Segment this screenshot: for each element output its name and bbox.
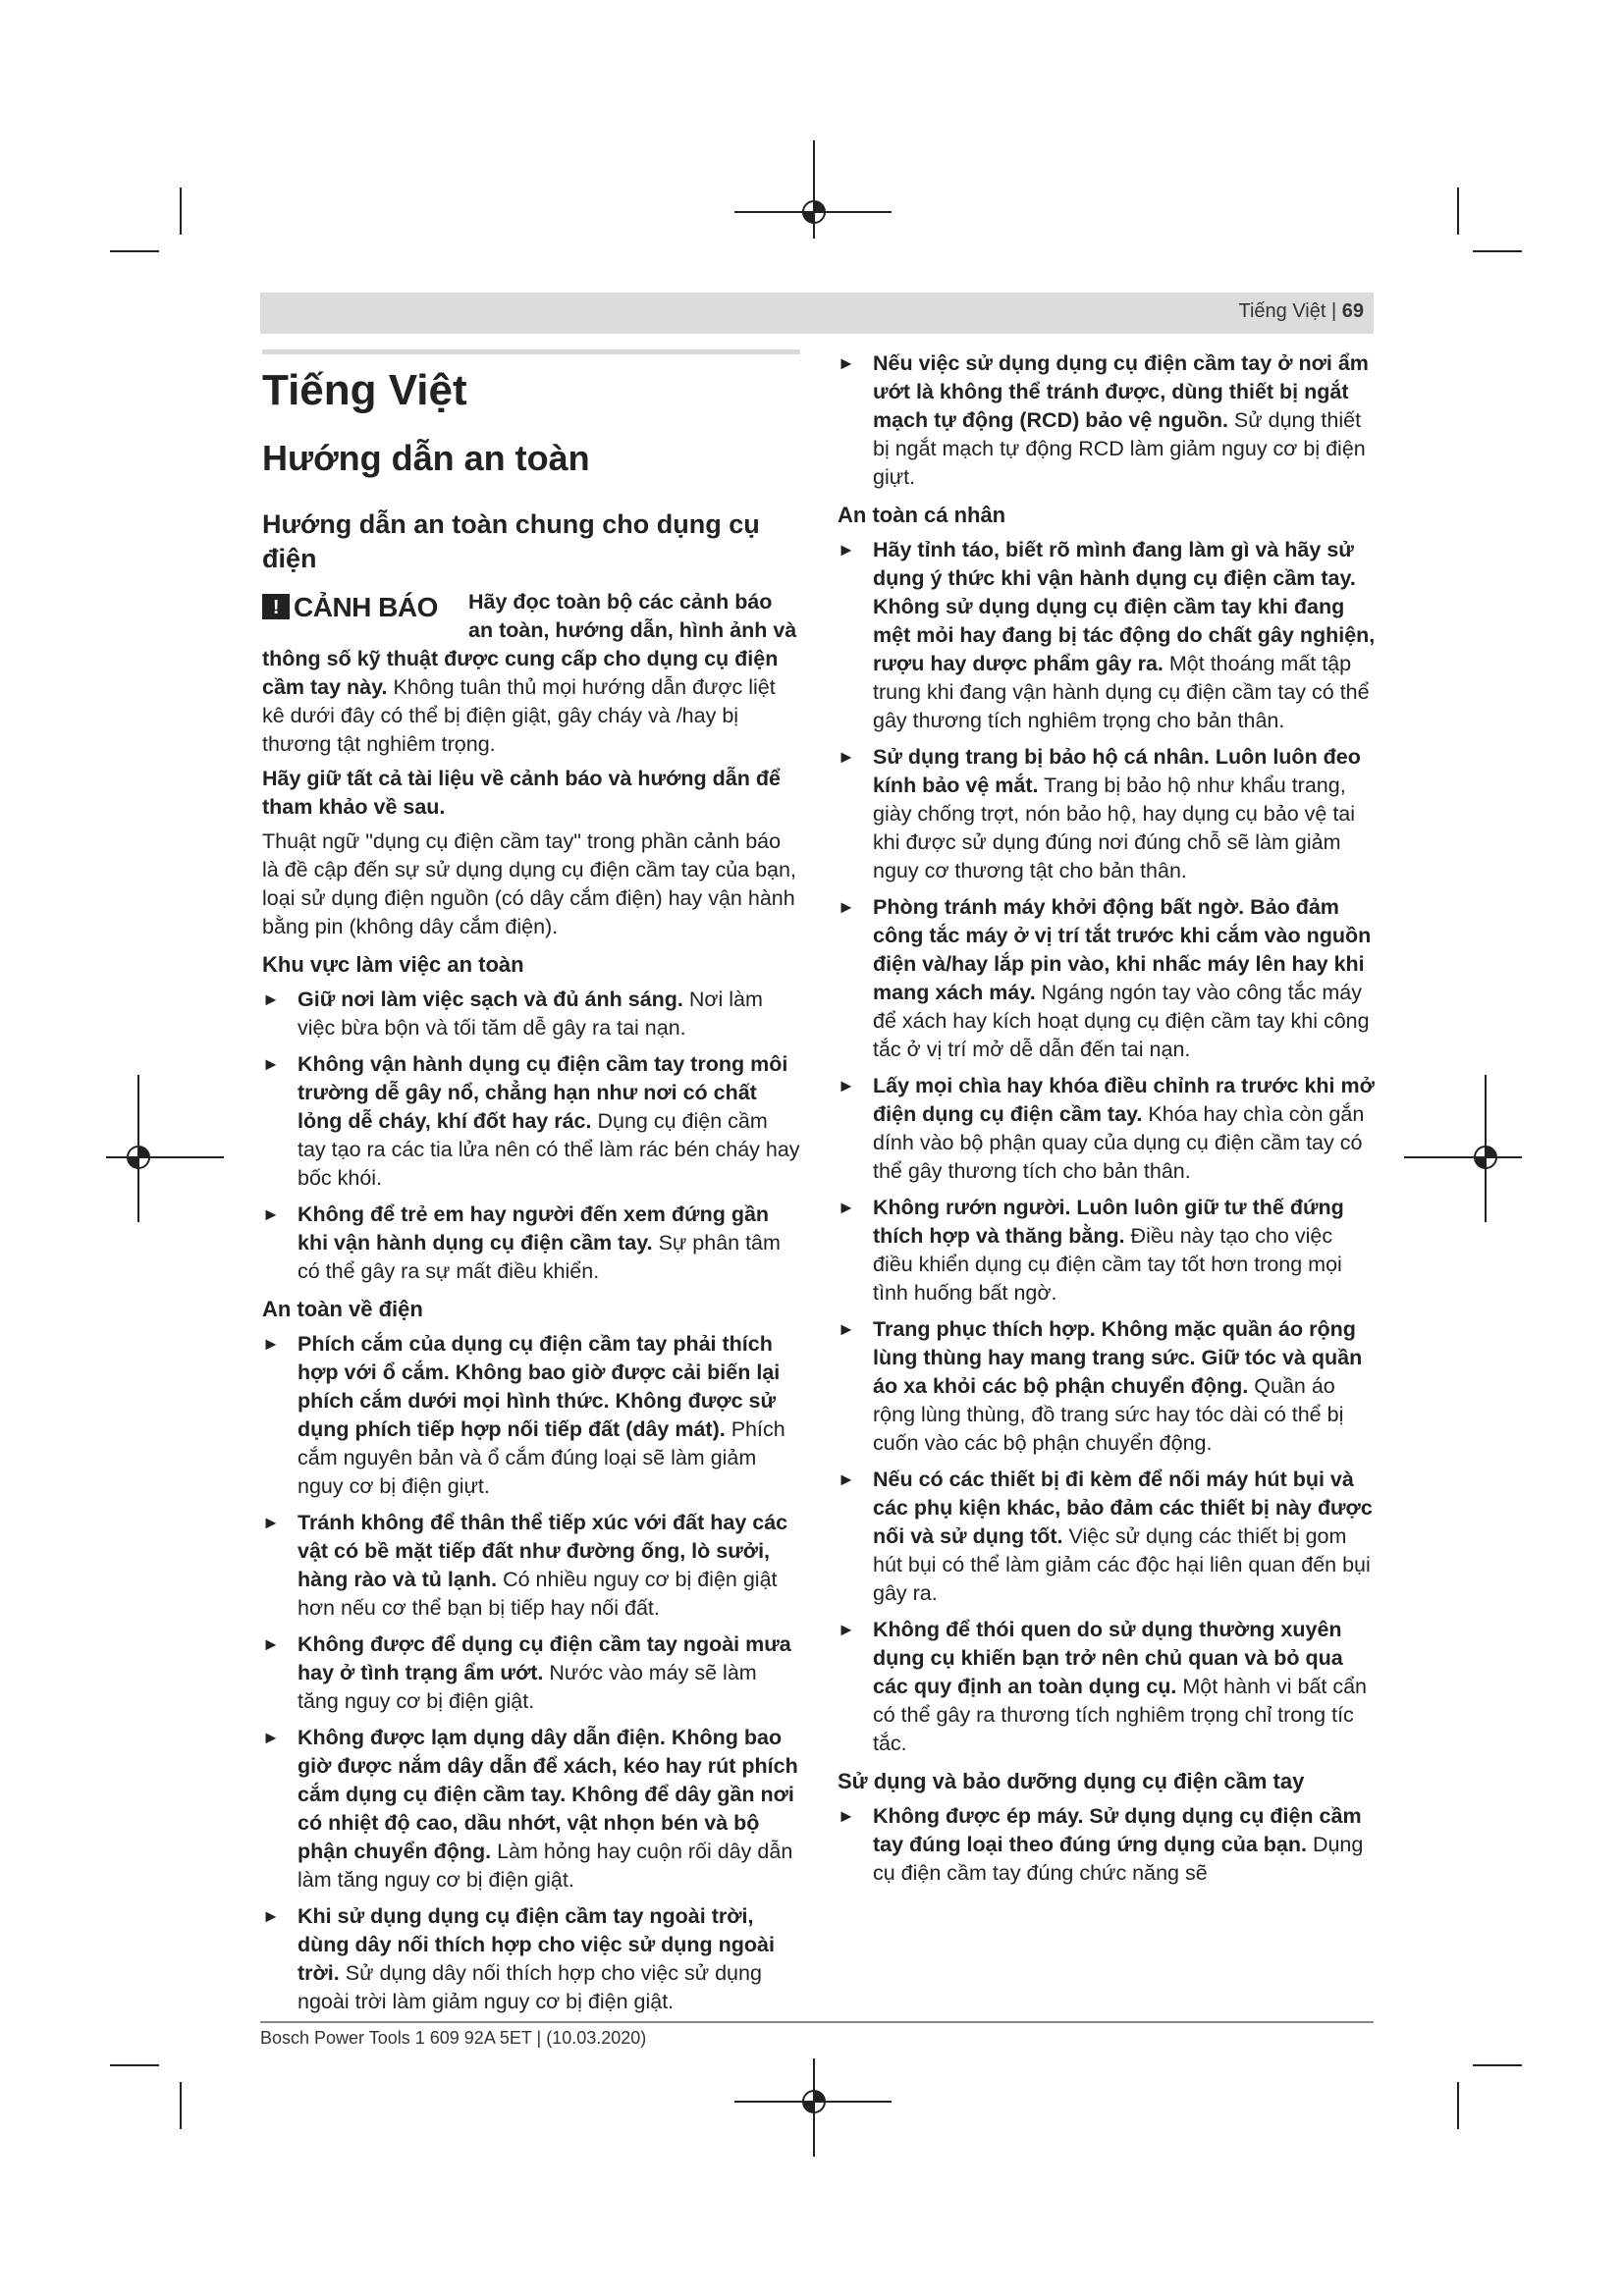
subsection-title: Hướng dẫn an toàn chung cho dụng cụ điện (262, 508, 760, 574)
list-item (838, 349, 1376, 492)
footer-rule (260, 2021, 1374, 2023)
item-bold: Hãy tỉnh táo, biết rõ mình đang làm gì và hãy sử dụng ý thức khi vận hành dụng cụ điện cầm tay. Không sử dụng dụng cụ điện cầm tay khi đang mệt mỏi hay đang bị tác động do chất gây nghiện, rượu hay dược phẩm gây ra. (873, 537, 1376, 675)
list-item (838, 1194, 1376, 1308)
item-text: Phích cắm nguyên bản và ổ cắm đúng loại sẽ làm giảm nguy cơ bị điện giựt. (298, 1416, 785, 1498)
list-item (838, 893, 1376, 1064)
header-section: Tiếng Việt (1238, 300, 1326, 322)
item-text: Sử dụng thiết bị ngắt mạch tự động RCD làm giảm nguy cơ bị điện giựt. (873, 408, 1366, 490)
item-text: Khóa hay chìa còn gắn dính vào bộ phận quay của dụng cụ điện cầm tay có thể gây thương tích cho bản thân. (873, 1101, 1365, 1183)
registration-mark (124, 1143, 153, 1172)
list-item (838, 1072, 1376, 1186)
item-text: Một thoáng mất tập trung khi đang vận hành dụng cụ điện cầm tay có thể gây thương tích nghiêm trọng cho bản thân. (873, 651, 1370, 732)
item-bold: Tránh không để thân thể tiếp xúc với đất hay các vật có bề mặt tiếp đất như đường ống, lò sưởi, hàng rào và tủ lạnh. (298, 1510, 788, 1591)
warning-bold: Hãy đọc toàn bộ các cảnh báo an toàn, hướng dẫn, hình ảnh và thông số kỹ thuật được cung cấp cho dụng cụ điện cầm tay này. (262, 590, 797, 700)
item-bold: Sử dụng trang bị bảo hộ cá nhân. Luôn luôn đeo kính bảo vệ mắt. (873, 744, 1361, 797)
term-definition: Thuật ngữ "dụng cụ điện cầm tay" trong phần cảnh báo là đề cập đến sự sử dụng dụng cụ điện cầm tay của bạn, loại sử dụng điện nguồn (có dây cắm điện) hay vận hành bằng pin (không dây cắm điện). (262, 829, 796, 939)
item-text: Dụng cụ điện cầm tay đúng chức năng sẽ (873, 1832, 1364, 1885)
section-rule (262, 349, 800, 354)
item-text: Dụng cụ điện cầm tay tạo ra các tia lửa nên có thể làm rác bén cháy hay bốc khói. (298, 1109, 800, 1191)
left-column (262, 349, 800, 2024)
item-text: Sử dụng dây nối thích hợp cho việc sử dụng ngoài trời làm giảm nguy cơ bị điện giật. (298, 1961, 762, 2014)
list-item (838, 536, 1376, 735)
item-text: Việc sử dụng các thiết bị gom hút bụi có thể làm giảm các độc hại liên quan đến bụi gây ra. (873, 1524, 1371, 1606)
item-bold: Giữ nơi làm việc sạch và đủ ánh sáng. (298, 987, 683, 1011)
list-item (838, 1466, 1376, 1608)
item-text: Nơi làm việc bừa bộn và tối tăm dễ gây ra tai nạn. (298, 987, 763, 1040)
item-bold: Phòng tránh máy khởi động bất ngờ. Bảo đảm công tắc máy ở vị trí tắt trước khi cắm vào nguồn điện và/hay lắp pin vào, khi nhấc máy lên hay khi mang xách máy. (873, 894, 1372, 1004)
bullet-arrow-icon: ► (262, 1204, 280, 1225)
heading-use-care: Sử dụng và bảo dưỡng dụng cụ điện cầm tay (838, 1769, 1305, 1794)
warning-body: Không tuân thủ mọi hướng dẫn được liệt kê dưới đây có thể bị điện giật, gây cháy và /hay bị thương tật nghiêm trọng. (262, 675, 776, 757)
bullet-arrow-icon: ► (838, 746, 855, 767)
heading-electrical: An toàn về điện (262, 1297, 423, 1322)
item-text: Ngáng ngón tay vào công tắc máy để xách hay kích hoạt dụng cụ điện cầm tay khi công tắc ở vị trí mở dễ dẫn đến tai nạn. (873, 980, 1370, 1061)
registration-line (1404, 1156, 1522, 1158)
bullet-arrow-icon: ► (262, 1512, 280, 1532)
crop-mark (180, 187, 182, 235)
item-text: Điều này tạo cho việc điều khiển dụng cụ điện cầm tay tốt hơn trong mọi tình huống bất ngờ. (873, 1224, 1342, 1306)
registration-mark (1471, 1143, 1500, 1172)
list-item (262, 1902, 800, 2016)
heading-work-area: Khu vực làm việc an toàn (262, 952, 524, 978)
bullet-arrow-icon: ► (262, 988, 280, 1009)
list-item (838, 1315, 1376, 1458)
list-electrical-cont (838, 349, 1376, 492)
bullet-arrow-icon: ► (262, 1333, 280, 1354)
item-text: Có nhiều nguy cơ bị điện giật hơn nếu cơ thể bạn bị tiếp hay nối đất. (298, 1567, 778, 1620)
bullet-arrow-icon: ► (838, 1620, 855, 1640)
item-bold: Không để thói quen do sử dụng thường xuyên dụng cụ khiến bạn trở nên chủ quan và bỏ qua các quy định an toàn dụng cụ. (873, 1618, 1343, 1699)
list-use-care (838, 1802, 1376, 1888)
item-bold: Nếu việc sử dụng dụng cụ điện cầm tay ở nơi ẩm ướt là không thể tránh được, dùng thiết bị ngắt mạch tự động (RCD) bảo vệ nguồn. (873, 351, 1369, 433)
crop-mark (1473, 2064, 1522, 2066)
crop-mark (1473, 250, 1522, 252)
bullet-arrow-icon: ► (838, 1805, 855, 1826)
list-item (838, 743, 1376, 885)
list-personal (838, 536, 1376, 1759)
footer-text: Bosch Power Tools 1 609 92A 5ET | (10.03.2020) (260, 2028, 647, 2048)
list-item (262, 1201, 800, 1286)
item-bold: Không rướn người. Luôn luôn giữ tư thế đứng thích hợp và thăng bằng. (873, 1196, 1344, 1249)
warning-block (262, 588, 800, 759)
item-bold: Không để trẻ em hay người đến xem đứng gần khi vận hành dụng cụ điện cầm tay. (298, 1202, 770, 1255)
warning-label (262, 591, 468, 624)
registration-mark (799, 2087, 829, 2116)
bullet-arrow-icon: ► (262, 1633, 280, 1654)
item-bold: Không được lạm dụng dây dẫn điện. Không bao giờ được nắm dây dẫn để xách, kéo hay rút phích cắm dụng cụ điện cầm tay. Không để dây gần nơi có nhiệt độ cao, dầu nhớt, vật nhọn bén và bộ phận chuyển động. (298, 1725, 798, 1863)
list-item (262, 1050, 800, 1193)
list-item (838, 1802, 1376, 1888)
item-text: Nước vào máy sẽ làm tăng nguy cơ bị điện giật. (298, 1660, 757, 1713)
item-bold: Không vận hành dụng cụ điện cầm tay trong môi trường dễ gây nổ, chẳng hạn như nơi có chất lỏng dễ cháy, khí đốt hay rác. (298, 1051, 788, 1134)
bullet-arrow-icon: ► (838, 896, 855, 917)
bullet-arrow-icon: ► (838, 539, 855, 560)
warning-icon: ! (262, 594, 290, 619)
item-bold: Lấy mọi chìa hay khóa điều chỉnh ra trước khi mở điện dụng cụ điện cầm tay. (873, 1073, 1375, 1126)
item-bold: Không được ép máy. Sử dụng dụng cụ điện cầm tay đúng loại theo đúng ứng dụng của bạn. (873, 1803, 1362, 1856)
bullet-arrow-icon: ► (262, 1906, 280, 1926)
crop-mark (110, 2064, 159, 2066)
item-text: Trang bị bảo hộ như khẩu trang, giày chống trợt, nón bảo hộ, hay dụng cụ bảo vệ tai khi được sử dụng đúng nơi đúng chỗ sẽ làm giảm nguy cơ thương tật cho bản thân. (873, 773, 1356, 882)
crop-mark (1457, 2082, 1459, 2129)
bullet-arrow-icon: ► (838, 1319, 855, 1340)
list-electrical (262, 1330, 800, 2016)
page-number: 69 (1341, 300, 1364, 322)
page-title: Tiếng Việt (262, 366, 467, 414)
list-item (262, 986, 800, 1042)
bullet-arrow-icon: ► (838, 1198, 855, 1218)
bullet-arrow-icon: ► (838, 1469, 855, 1490)
list-item (262, 1724, 800, 1895)
list-item (262, 1330, 800, 1501)
item-bold: Phích cắm của dụng cụ điện cầm tay phải thích hợp với ổ cắm. Không bao giờ được cải biến lại phích cắm dưới mọi hình thức. Không được sử dụng phích tiếp hợp nối tiếp đất (dây mát). (298, 1331, 781, 1441)
item-text: Quần áo rộng lùng thùng, đồ trang sức hay tóc dài có thể bị cuốn vào các bộ phận chuyển động. (873, 1374, 1344, 1456)
item-text: Làm hỏng hay cuộn rối dây dẫn làm tăng nguy cơ bị điện giật. (298, 1839, 793, 1892)
list-item (262, 1509, 800, 1623)
item-bold: Nếu có các thiết bị đi kèm để nối máy hút bụi và các phụ kiện khác, bảo đảm các thiết bị này được nối và sử dụng tốt. (873, 1468, 1373, 1549)
bullet-arrow-icon: ► (838, 1075, 855, 1095)
item-bold: Khi sử dụng dụng cụ điện cầm tay ngoài trời, dùng dây nối thích hợp cho việc sử dụng ngoài trời. (298, 1904, 775, 1986)
list-work-area (262, 986, 800, 1286)
bullet-arrow-icon: ► (262, 1053, 280, 1074)
bullet-arrow-icon: ► (838, 353, 855, 373)
crop-mark (110, 250, 159, 252)
item-bold: Trang phục thích hợp. Không mặc quần áo rộng lùng thùng hay mang trang sức. Giữ tóc và quần áo xa khỏi các bộ phận chuyển động. (873, 1317, 1363, 1399)
header-bar (260, 293, 1374, 334)
item-text: Một hành vi bất cẩn có thể gây ra thương tích nghiêm trọng chỉ trong tíc tắc. (873, 1675, 1368, 1756)
right-column (838, 349, 1376, 1896)
crop-mark (1457, 187, 1459, 235)
list-item (838, 1616, 1376, 1758)
item-text: Sự phân tâm có thể gây ra sự mất điều khiển. (298, 1231, 781, 1284)
list-item (262, 1630, 800, 1716)
running-header: Tiếng Việt | 69 (1238, 300, 1364, 322)
warning-label-text: CẢNH BÁO (294, 592, 438, 623)
bullet-arrow-icon: ► (262, 1727, 280, 1747)
crop-mark (180, 2082, 182, 2129)
registration-mark (799, 197, 829, 227)
item-bold: Không được để dụng cụ điện cầm tay ngoài mưa hay ở tình trạng ẩm ướt. (298, 1631, 791, 1684)
heading-personal: An toàn cá nhân (838, 503, 1006, 528)
section-title: Hướng dẫn an toàn (262, 437, 590, 478)
keep-docs-note: Hãy giữ tất cả tài liệu về cảnh báo và hướng dẫn để tham khảo về sau. (262, 767, 781, 820)
